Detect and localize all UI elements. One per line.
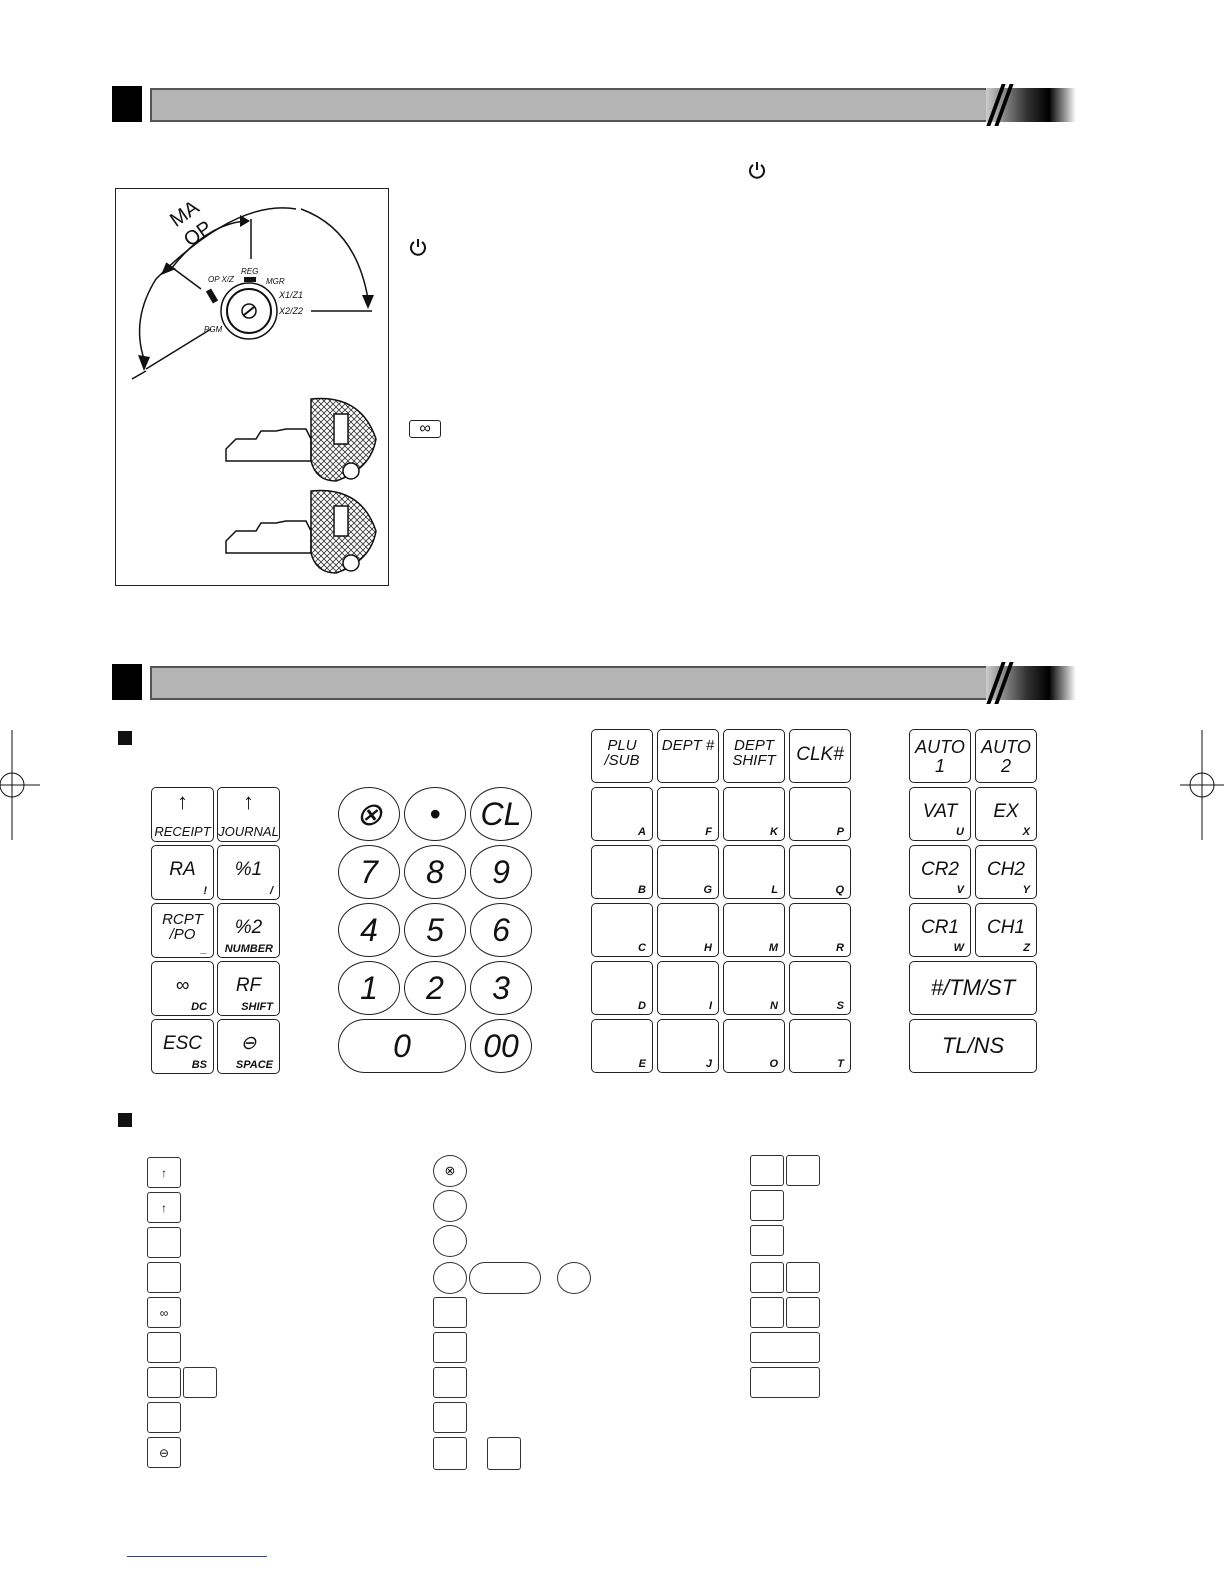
key-sublabel: Q — [835, 884, 844, 896]
key-label: 00 — [483, 1027, 519, 1064]
dept-key[interactable] — [591, 845, 653, 899]
function-key[interactable] — [151, 1019, 214, 1074]
legend-key[interactable] — [147, 1332, 181, 1363]
legend-key-symbol: ⊗ — [444, 1163, 456, 1178]
key-sublabel: U — [956, 826, 964, 838]
legend-round-key[interactable] — [433, 1190, 467, 1222]
legend-key[interactable] — [487, 1437, 521, 1470]
dept-key[interactable] — [657, 845, 719, 899]
legend-key[interactable] — [147, 1367, 181, 1398]
numeric-key[interactable] — [404, 903, 466, 957]
switch-label-reg: REG — [241, 267, 259, 276]
dept-key[interactable] — [657, 1019, 719, 1073]
legend-zero-key[interactable] — [469, 1262, 541, 1294]
key-sublabel: H — [704, 942, 712, 954]
legend-key[interactable] — [147, 1192, 181, 1223]
function-key[interactable] — [217, 845, 280, 900]
key-sublabel: RECEIPT — [154, 824, 211, 839]
legend-key[interactable] — [750, 1155, 784, 1186]
key-label: ⊖ — [240, 1033, 257, 1054]
dept-key[interactable] — [789, 961, 851, 1015]
numeric-key[interactable] — [470, 903, 532, 957]
key-sublabel: E — [638, 1058, 646, 1070]
key-sublabel: X — [1022, 826, 1030, 838]
key-sublabel: / — [269, 885, 273, 897]
switch-label-pgm: PGM — [204, 325, 223, 334]
key-sublabel: Z — [1023, 942, 1030, 954]
legend-key[interactable] — [147, 1227, 181, 1258]
legend-round-key[interactable] — [433, 1262, 467, 1294]
function-key[interactable] — [975, 903, 1037, 957]
key-sublabel: O — [769, 1058, 778, 1070]
switch-label-x2z2: X2/Z2 — [279, 306, 304, 316]
key-sublabel: K — [770, 826, 778, 838]
legend-key[interactable] — [750, 1332, 820, 1363]
legend-key[interactable] — [147, 1262, 181, 1293]
key-label: CL — [480, 795, 522, 832]
dept-key[interactable] — [789, 903, 851, 957]
key-label: ↑ — [243, 789, 254, 814]
key-label: EX — [993, 801, 1019, 822]
key-sublabel: A — [638, 826, 646, 838]
legend-key[interactable] — [433, 1332, 467, 1363]
legend-key[interactable] — [750, 1225, 784, 1256]
key-sublabel: NUMBER — [224, 943, 273, 955]
legend-key[interactable] — [750, 1262, 784, 1293]
legend-key[interactable] — [147, 1157, 181, 1188]
numeric-key[interactable] — [470, 961, 532, 1015]
function-key[interactable] — [975, 787, 1037, 841]
legend-key[interactable] — [433, 1437, 467, 1470]
numeric-key[interactable] — [470, 787, 532, 841]
dept-function-key[interactable] — [723, 729, 785, 783]
function-key[interactable] — [151, 961, 214, 1016]
dept-function-key[interactable] — [657, 729, 719, 783]
dept-key[interactable] — [591, 903, 653, 957]
function-key[interactable] — [909, 1019, 1037, 1073]
mode-keys-illustration — [216, 389, 386, 579]
key-sublabel: _ — [200, 943, 207, 955]
crop-mark-right — [1180, 730, 1224, 840]
function-key[interactable] — [909, 903, 971, 957]
key-label: 9 — [492, 853, 510, 890]
power-icon — [748, 161, 766, 179]
key-sublabel: DC — [191, 1001, 207, 1013]
legend-key[interactable] — [147, 1437, 181, 1468]
dept-key[interactable] — [657, 961, 719, 1015]
legend-key[interactable] — [750, 1297, 784, 1328]
key-sublabel: L — [771, 884, 778, 896]
key-label: 1 — [360, 969, 378, 1006]
key-label: CLK# — [796, 744, 844, 765]
key-label: CH1 — [986, 917, 1025, 938]
key-sublabel: I — [708, 1000, 712, 1012]
section-header-bar-2 — [112, 664, 1076, 700]
key-label: RCPT /PO — [162, 911, 203, 943]
crop-mark-left — [0, 730, 40, 840]
dept-key[interactable] — [789, 1019, 851, 1073]
function-key[interactable] — [151, 845, 214, 900]
switch-label-mgr: MGR — [266, 277, 285, 286]
legend-round-key[interactable] — [557, 1262, 591, 1294]
key-label: ESC — [162, 1033, 203, 1054]
key-sublabel: G — [703, 884, 712, 896]
key-label: • — [429, 795, 441, 832]
key-sublabel: Y — [1022, 884, 1030, 896]
legend-round-key[interactable] — [433, 1155, 467, 1187]
dept-key[interactable] — [723, 961, 785, 1015]
function-key[interactable] — [217, 787, 280, 842]
legend-key[interactable] — [433, 1367, 467, 1398]
key-sublabel: SPACE — [235, 1059, 273, 1071]
dept-key[interactable] — [657, 903, 719, 957]
legend-round-key[interactable] — [433, 1225, 467, 1257]
dept-key[interactable] — [591, 787, 653, 841]
key-sublabel: BS — [191, 1059, 207, 1071]
function-key[interactable] — [217, 903, 280, 958]
dept-function-key[interactable] — [591, 729, 653, 783]
legend-key[interactable] — [786, 1297, 820, 1328]
section-header-bar-1 — [112, 86, 1076, 122]
numeric-key[interactable] — [404, 787, 466, 841]
function-key[interactable] — [975, 845, 1037, 899]
function-key[interactable] — [909, 845, 971, 899]
key-label: TL/NS — [941, 1033, 1005, 1058]
dept-key[interactable] — [789, 787, 851, 841]
dept-key[interactable] — [723, 903, 785, 957]
key-sublabel: P — [836, 826, 844, 838]
key-sublabel: S — [836, 1000, 844, 1012]
dept-key[interactable] — [723, 1019, 785, 1073]
legend-key[interactable] — [147, 1297, 181, 1328]
dept-function-key[interactable] — [789, 729, 851, 783]
key-label: RF — [235, 975, 262, 996]
key-label: 2 — [426, 969, 444, 1006]
numeric-key[interactable] — [404, 961, 466, 1015]
dept-key[interactable] — [789, 845, 851, 899]
key-label: 8 — [426, 853, 444, 890]
legend-key-symbol: ↑ — [161, 1165, 167, 1180]
key-label: CR1 — [920, 917, 959, 938]
function-key[interactable] — [909, 961, 1037, 1015]
legend-key[interactable] — [147, 1402, 181, 1433]
function-key[interactable] — [217, 1019, 280, 1074]
numeric-key[interactable] — [338, 903, 400, 957]
key-sublabel: C — [638, 942, 646, 954]
key-label: 4 — [360, 911, 378, 948]
key-label: AUTO 1 — [915, 737, 965, 776]
key-sublabel: D — [638, 1000, 646, 1012]
key-sublabel: B — [638, 884, 646, 896]
key-label: %2 — [234, 917, 263, 938]
dept-key[interactable] — [723, 787, 785, 841]
key-label: VAT — [922, 801, 958, 822]
footer-rule — [127, 1556, 267, 1557]
infinity-icon: ∞ — [409, 420, 441, 438]
key-label: 6 — [492, 911, 510, 948]
key-sublabel: N — [770, 1000, 778, 1012]
key-label: ∞ — [175, 975, 190, 996]
key-label: DEPT SHIFT — [732, 737, 776, 769]
legend-key-symbol: ↑ — [161, 1200, 167, 1215]
key-label: 7 — [360, 853, 378, 890]
switch-label-x1z1: X1/Z1 — [279, 290, 304, 300]
switch-label-opxz: OP X/Z — [208, 275, 234, 284]
dept-key[interactable] — [657, 787, 719, 841]
key-label: 0 — [393, 1027, 411, 1064]
legend-key-symbol: ∞ — [159, 1305, 169, 1320]
dept-key[interactable] — [723, 845, 785, 899]
key-sublabel: SHIFT — [241, 1001, 273, 1013]
arc-label-ma: MA — [166, 196, 204, 232]
function-key[interactable] — [217, 961, 280, 1016]
numeric-key[interactable] — [470, 1019, 532, 1073]
key-label: RA — [169, 859, 196, 880]
mode-switch-diagram — [115, 188, 389, 586]
key-sublabel: R — [836, 942, 844, 954]
legend-key[interactable] — [433, 1297, 467, 1328]
numeric-key[interactable] — [338, 787, 400, 841]
key-label: CR2 — [920, 859, 959, 880]
key-label: #/TM/ST — [930, 975, 1016, 1000]
legend-key[interactable] — [786, 1262, 820, 1293]
legend-key[interactable] — [433, 1402, 467, 1433]
key-sublabel: M — [768, 942, 778, 954]
key-label: PLU /SUB — [604, 737, 640, 769]
numeric-key[interactable] — [338, 961, 400, 1015]
dept-key[interactable] — [591, 1019, 653, 1073]
key-label: CH2 — [986, 859, 1025, 880]
legend-key[interactable] — [786, 1155, 820, 1186]
square-bullet-icon — [118, 1113, 132, 1127]
arc-label-op: OP — [180, 216, 217, 252]
key-sublabel: J — [705, 1058, 712, 1070]
key-label: DEPT # — [661, 737, 715, 754]
key-sublabel: ! — [203, 885, 207, 897]
key-label: ⊗ — [355, 796, 383, 832]
function-key[interactable] — [975, 729, 1037, 783]
legend-key[interactable] — [750, 1367, 820, 1398]
square-bullet-icon — [118, 731, 132, 745]
key-sublabel: JOURNAL — [218, 824, 279, 839]
key-sublabel: V — [956, 884, 964, 896]
function-key[interactable] — [909, 729, 971, 783]
key-label: %1 — [234, 859, 263, 880]
function-key[interactable] — [151, 903, 214, 958]
legend-key[interactable] — [183, 1367, 217, 1398]
numeric-key[interactable] — [470, 845, 532, 899]
numeric-key[interactable] — [404, 845, 466, 899]
key-label: 3 — [492, 969, 510, 1006]
numeric-key[interactable] — [338, 845, 400, 899]
key-label: AUTO 2 — [981, 737, 1031, 776]
key-sublabel: W — [953, 942, 964, 954]
key-label: 5 — [426, 911, 444, 948]
power-icon-2 — [409, 238, 427, 256]
numeric-key[interactable] — [338, 1019, 466, 1073]
key-sublabel: T — [837, 1058, 844, 1070]
legend-key-symbol: ⊖ — [158, 1445, 170, 1460]
legend-key[interactable] — [750, 1190, 784, 1221]
key-sublabel: F — [705, 826, 712, 838]
function-key[interactable] — [151, 787, 214, 842]
key-label: ↑ — [177, 789, 188, 814]
function-key[interactable] — [909, 787, 971, 841]
dept-key[interactable] — [591, 961, 653, 1015]
